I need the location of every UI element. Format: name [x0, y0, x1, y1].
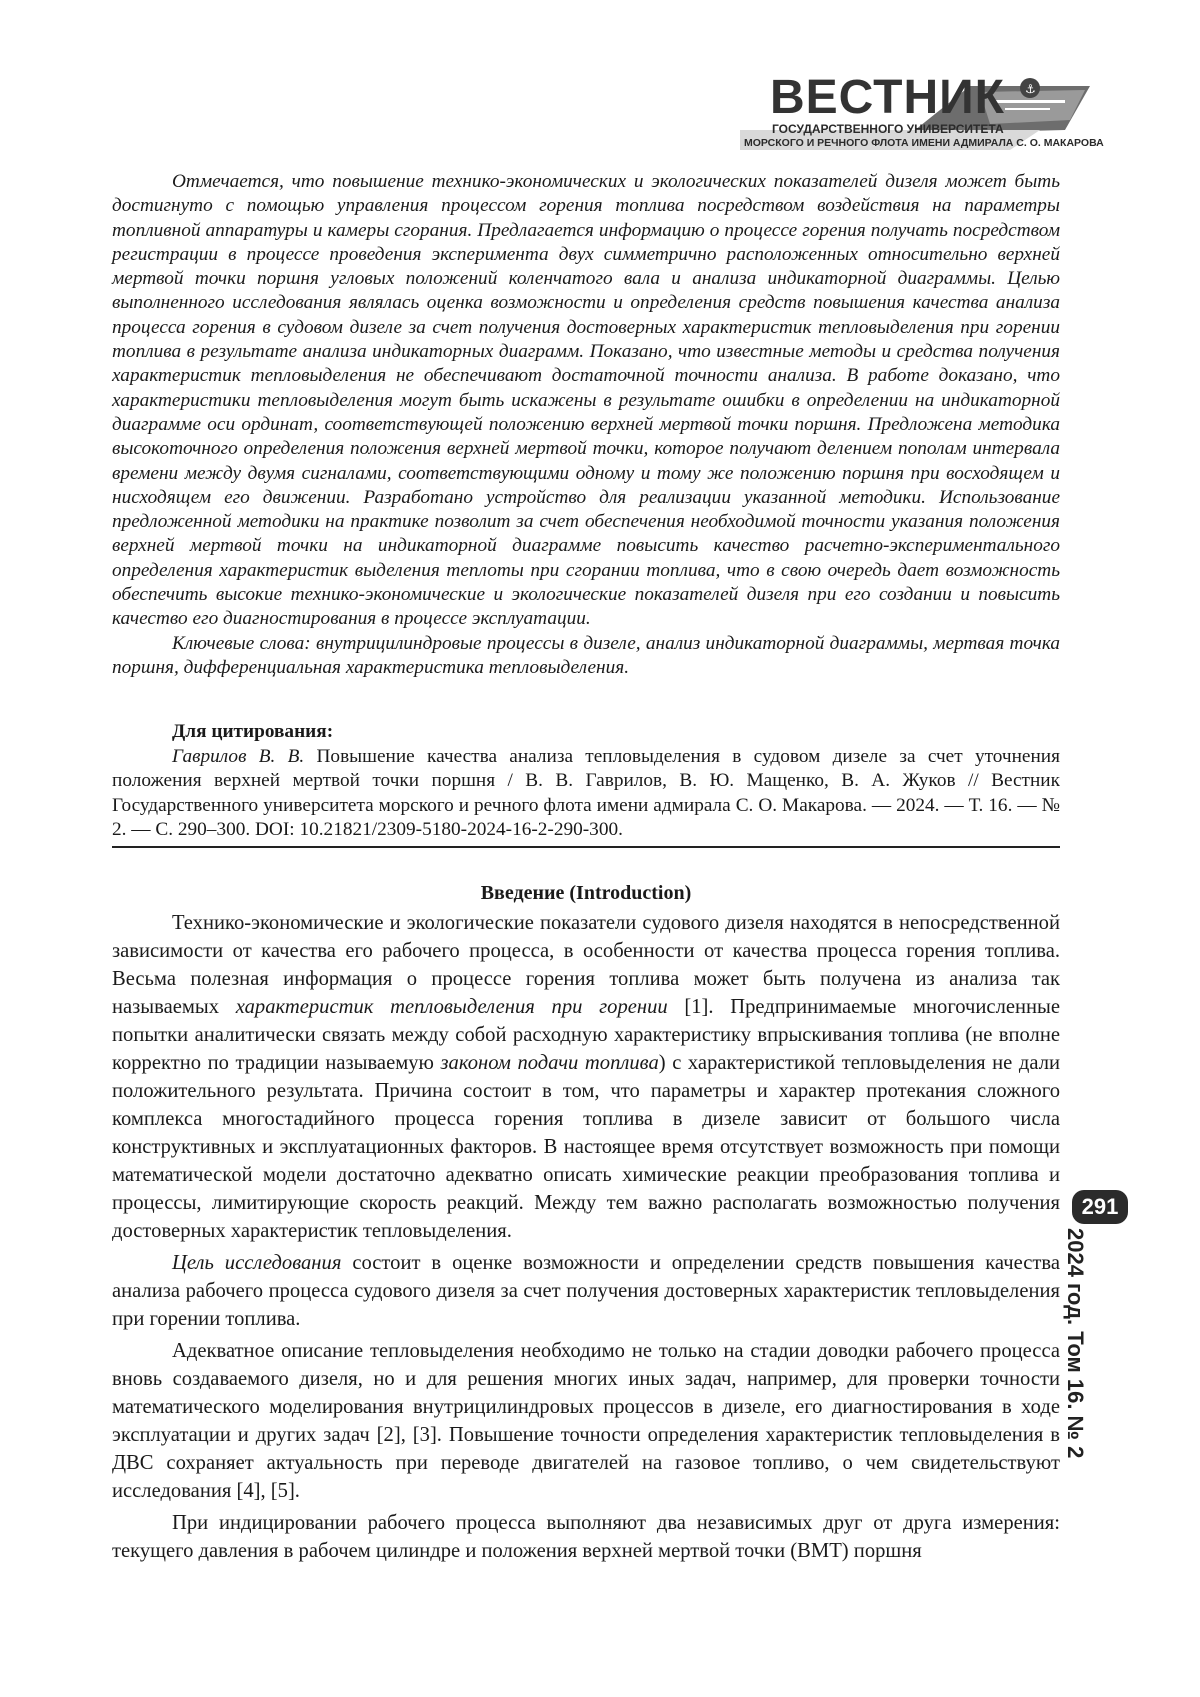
abstract-paragraph: Отмечается, что повышение технико-экономических и экологических показателей дизеля может быть достигнуто с помощью управления процессом горения топлива посредством воздействия на параметры топливной аппаратуры и камеры сгорания. Предлагается информацию о процессе горения получать посредством регистрации в процессе проведения эксперимента двух симметрично расположенных относительно верхней мертвой точки поршня угловых положений коленчатого вала и анализа индикаторной диаграммы. Целью выполненного исследования являлась оценка возможности и определения средств повышения качества анализа процесса горения в судовом дизеле за счет получения достоверных характеристик тепловыделения при горении топлива в результате анализа индикаторных диаграмм. Показано, что известные методы и средства получения характеристик тепловыделения не обеспечивают достаточной точности анализа. В работе доказано, что характеристики тепловыделения могут быть искажены в результате ошибки в определении на индикаторной диаграмме оси ординат, соответствующей положению верхней мертвой точки поршня. Предложена методика высокоточного определения положения верхней мертвой точки, которое получают делением пополам интервала времени между двумя сигналами, соответствующими одному и тому же положению поршня при восходящем и нисходящем его движении. Разработано устройство для реализации указанной методики. Использование предложенной методики на практике позволит за счет обеспечения необходимой точности указания положения верхней мертвой точки на индикаторной диаграмме повысить качество расчетно-экспериментального определения характеристик выделения теплоты при сгорании топлива, что в свою очередь дает возможность обеспечить высокие технико-экономические и экологические показателей дизеля при его создании и повысить качество его диагностирования в процессе эксплуатации. — [112, 170, 1060, 632]
abstract — [112, 170, 1060, 680]
text-run: ) с характеристикой тепловыделения не дали положительного результата. Причина состоит в том, что параметры и характер протекания сложного комплекса многостадийного процесса горения топлива в дизеле зависит от большого числа конструктивных и эксплуатационных факторов. В настоящее время отсутствует возможность при помощи математической модели достаточно адекватно описать химические реакции преобразования топлива и процессы, лимитирующие скорость реакций. Между тем важно располагать возможностью получения достоверных характеристик тепловыделения. — [112, 1052, 1060, 1242]
logo-subtitle-fleet: МОРСКОГО И РЕЧНОГО ФЛОТА ИМЕНИ АДМИРАЛА С. О. МАКАРОВА — [744, 137, 1104, 149]
citation-text — [112, 745, 1060, 843]
keywords: Ключевые слова: внутрицилиндровые процессы в дизеле, анализ индикаторной диаграммы, мертвая точка поршня, дифференциальная характеристика тепловыделения. — [112, 632, 1060, 681]
text-run: Технико-экономические и экологические показатели судового дизеля находятся в непосредственной зависимости от качества его рабочего процесса, в особенности от качества процесса горения топлива. Весьма полезная информация о процессе горения топлива может быть получена из анализа так называемых — [112, 912, 1060, 1018]
text-run: состоит в оценке возможности и определении средств повышения качества анализа рабочего процесса судового дизеля за счет получения достоверных характеристик тепловыделения при горении топлива. — [112, 1252, 1060, 1330]
page-number: 291 — [1072, 1190, 1128, 1224]
emphasis-run: Цель исследования — [172, 1252, 341, 1274]
citation-label: Для цитирования: — [172, 720, 1060, 745]
body-paragraph — [112, 909, 1060, 1245]
text-run: [1]. Предпринимаемые многочисленные попытки аналитически связать между собой расходную характеристику впрыскивания топлива (не вполне корректно по традиции называемую — [112, 996, 1060, 1074]
body-paragraph: Адекватное описание тепловыделения необходимо не только на стадии доводки рабочего процесса вновь создаваемого дизеля, но и для решения многих иных задач, например, для проверки точности математического моделирования внутрицилиндровых процессов в дизеле, его диагностирования в ходе эксплуатации и других задач [2], [3]. Повышение точности определения характеристик тепловыделения в ДВС сохраняет актуальность при переводе двигателей на газовое топливо, о чем свидетельствуют исследования [4], [5]. — [112, 1337, 1060, 1505]
citation-body: Повышение качества анализа тепловыделения в судовом дизеле за счет уточнения положения верхней мертвой точки поршня / В. В. Гаврилов, В. Ю. Мащенко, В. А. Жуков // Вестник Государственного университета морского и речного флота имени адмирала С. О. Макарова. — 2024. — Т. 16. — № 2. — С. 290–300. DOI: 10.21821/2309-5180-2024-16-2-290-300. — [112, 746, 1060, 841]
logo-title: ВЕСТНИК — [770, 72, 1005, 124]
emphasis-run: характеристик тепловыделения при горении — [236, 996, 668, 1018]
body-paragraph: При индицировании рабочего процесса выполняют два независимых друг от друга измерения: текущего давления в рабочем цилиндре и положения верхней мертвой точки (ВМТ) поршня — [112, 1509, 1060, 1565]
citation-block — [112, 720, 1060, 843]
citation-author: Гаврилов В. В. — [172, 746, 304, 767]
section-divider — [112, 846, 1060, 848]
volume-side-label: 2024 год. Том 16. № 2 — [1062, 1228, 1088, 1458]
journal-logo — [740, 72, 1100, 152]
body-text — [112, 909, 1060, 1569]
logo-subtitle-university: ГОСУДАРСТВЕННОГО УНИВЕРСИТЕТА — [772, 122, 1004, 136]
svg-text:⚓: ⚓ — [1025, 82, 1036, 96]
body-paragraph — [112, 1249, 1060, 1333]
section-title: Введение (Introduction) — [112, 882, 1060, 905]
emphasis-run: законом подачи топлива — [441, 1052, 659, 1074]
